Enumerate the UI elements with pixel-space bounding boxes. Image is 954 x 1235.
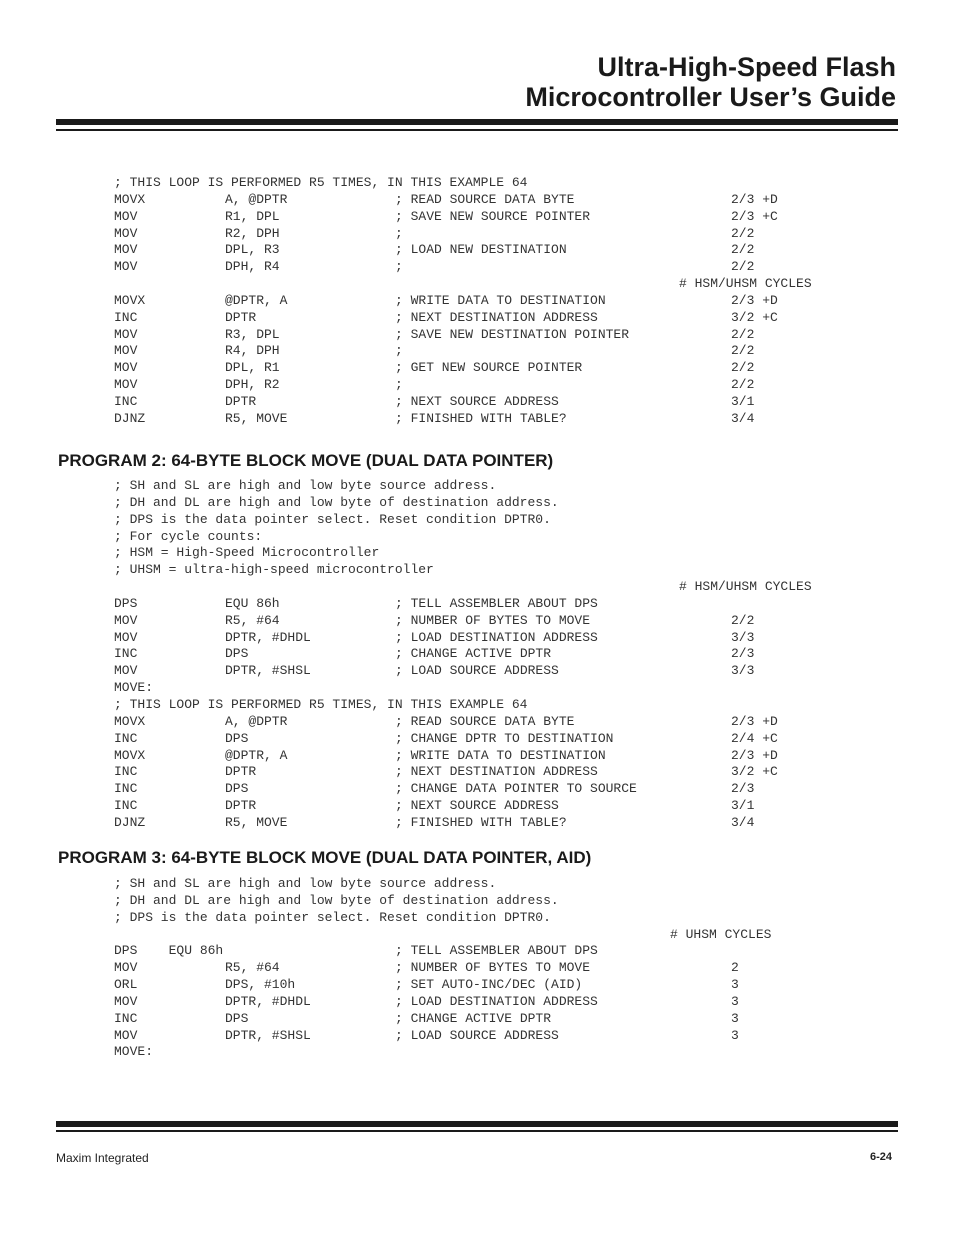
code-cycles: 3/4 bbox=[731, 814, 755, 830]
code-opcode: MOV bbox=[114, 960, 138, 976]
code-comment: ; CHANGE DATA POINTER TO SOURCE bbox=[395, 781, 637, 797]
code-comment: ; LOAD NEW DESTINATION bbox=[395, 242, 567, 258]
code-opcode: DPS bbox=[114, 595, 138, 611]
code-opcode: ; SH and SL are high and low byte source address. bbox=[114, 478, 497, 493]
code-opcode: INC bbox=[114, 1010, 138, 1026]
code-opcode: MOVX bbox=[114, 713, 146, 729]
code-cycles: 2/2 bbox=[731, 242, 755, 258]
code-opcode: INC bbox=[114, 646, 138, 662]
code-operand: A, @DPTR bbox=[225, 713, 288, 729]
code-opcode: MOV bbox=[114, 208, 138, 224]
code-opcode: MOVX bbox=[114, 292, 146, 308]
code-opcode: ; SH and SL are high and low byte source address. bbox=[114, 876, 497, 891]
code-operand: R5, #64 bbox=[225, 612, 280, 628]
code-opcode: ; THIS LOOP IS PERFORMED R5 TIMES, IN THIS EXAMPLE 64 bbox=[114, 696, 528, 712]
page-title-line1: Ultra-High-Speed Flash bbox=[597, 52, 896, 82]
header-rule-thin bbox=[56, 129, 898, 131]
code-comment: ; TELL ASSEMBLER ABOUT DPS bbox=[395, 595, 598, 611]
code-cycles: 2/2 bbox=[731, 326, 755, 342]
code-opcode: DPS EQU 86h bbox=[114, 943, 224, 959]
code-operand: DPTR, #DHDL bbox=[225, 993, 311, 1009]
code-operand: DPTR bbox=[225, 309, 257, 325]
code-operand: DPH, R2 bbox=[225, 377, 280, 393]
code-comment: ; NEXT DESTINATION ADDRESS bbox=[395, 764, 598, 780]
code-opcode: INC bbox=[114, 781, 138, 797]
code-opcode: MOV bbox=[114, 993, 138, 1009]
code-comment: ; CHANGE ACTIVE DPTR bbox=[395, 646, 552, 662]
code-comment: ; LOAD SOURCE ADDRESS bbox=[395, 663, 559, 679]
footer-company: Maxim Integrated bbox=[56, 1151, 149, 1165]
code-cycles: 3 bbox=[731, 993, 739, 1009]
code-cycles: 2/2 bbox=[731, 343, 755, 359]
code-opcode: MOV bbox=[114, 259, 138, 275]
code-comment: ; SAVE NEW DESTINATION POINTER bbox=[395, 326, 630, 342]
code-opcode: ; HSM = High-Speed Microcontroller bbox=[114, 545, 380, 561]
code-operand: R5, MOVE bbox=[225, 814, 288, 830]
code-comment: ; LOAD DESTINATION ADDRESS bbox=[395, 629, 598, 645]
code-comment: ; SET AUTO-INC/DEC (AID) bbox=[395, 977, 583, 993]
code-opcode: MOV bbox=[114, 663, 138, 679]
code-opcode: ; DH and DL are high and low byte of destination address. bbox=[114, 494, 559, 510]
code-comment: ; bbox=[395, 259, 403, 275]
program-3-heading: PROGRAM 3: 64-BYTE BLOCK MOVE (DUAL DATA POINTER, AID) bbox=[58, 848, 592, 867]
code-cycles: 2/3 bbox=[731, 781, 755, 797]
code-cycles: 3 bbox=[731, 1027, 739, 1043]
code-comment: ; bbox=[395, 225, 403, 241]
code-opcode: INC bbox=[114, 309, 138, 325]
code-comment: ; NUMBER OF BYTES TO MOVE bbox=[395, 960, 591, 976]
code-opcode: MOVX bbox=[114, 747, 146, 763]
code-cycles: 3/1 bbox=[731, 798, 755, 814]
code-opcode: MOV bbox=[114, 1027, 138, 1043]
code-opcode: MOV bbox=[114, 225, 138, 241]
code-cycles: 2/3 +C bbox=[731, 208, 778, 224]
code-cycles: 2/3 +D bbox=[731, 191, 778, 207]
code-operand: R4, DPH bbox=[225, 343, 280, 359]
code-operand: @DPTR, A bbox=[225, 747, 288, 763]
code-opcode: INC bbox=[114, 393, 138, 409]
header-rule-thick bbox=[56, 119, 898, 125]
code-comment: ; SAVE NEW SOURCE POINTER bbox=[395, 208, 591, 224]
code-cycles: 2/3 bbox=[731, 646, 755, 662]
code-comment: ; GET NEW SOURCE POINTER bbox=[395, 360, 583, 376]
code-cycles: 2/2 bbox=[731, 377, 755, 393]
code-cycles: 2/2 bbox=[731, 360, 755, 376]
code-operand: DPTR, #SHSL bbox=[225, 1027, 311, 1043]
code-comment: ; LOAD DESTINATION ADDRESS bbox=[395, 993, 598, 1009]
code-comment: ; READ SOURCE DATA BYTE bbox=[395, 713, 575, 729]
code-opcode: MOVE: bbox=[114, 1044, 154, 1060]
code-operand: DPL, R1 bbox=[225, 360, 280, 376]
code-cycles: 3/2 +C bbox=[731, 309, 778, 325]
code-opcode: MOV bbox=[114, 343, 138, 359]
code-comment: ; CHANGE DPTR TO DESTINATION bbox=[395, 730, 614, 746]
code-comment: ; FINISHED WITH TABLE? bbox=[395, 410, 567, 426]
code-comment: ; WRITE DATA TO DESTINATION bbox=[395, 747, 606, 763]
code-comment: ; CHANGE ACTIVE DPTR bbox=[395, 1010, 552, 1026]
code-cycles: 3 bbox=[731, 1010, 739, 1026]
code-operand: DPS bbox=[225, 646, 249, 662]
code-operand: DPS, #10h bbox=[225, 977, 296, 993]
code-operand: A, @DPTR bbox=[225, 191, 288, 207]
code-operand: @DPTR, A bbox=[225, 292, 288, 308]
code-opcode: MOV bbox=[114, 377, 138, 393]
page-title-line2: Microcontroller User’s Guide bbox=[525, 82, 896, 112]
code-comment: ; WRITE DATA TO DESTINATION bbox=[395, 292, 606, 308]
code-comment: ; FINISHED WITH TABLE? bbox=[395, 814, 567, 830]
code-operand: EQU 86h bbox=[225, 595, 280, 611]
code-cycles: 3/4 bbox=[731, 410, 755, 426]
code-comment: ; TELL ASSEMBLER ABOUT DPS bbox=[395, 943, 598, 959]
code-opcode: DJNZ bbox=[114, 814, 146, 830]
code-opcode: MOV bbox=[114, 629, 138, 645]
code-opcode: ; THIS LOOP IS PERFORMED R5 TIMES, IN THIS EXAMPLE 64 bbox=[114, 175, 528, 190]
code-opcode: ; UHSM = ultra-high-speed microcontroller bbox=[114, 562, 434, 578]
code-operand: DPTR bbox=[225, 764, 257, 780]
code-cycles: 2/2 bbox=[731, 612, 755, 628]
code-comment: ; NEXT SOURCE ADDRESS bbox=[395, 798, 559, 814]
code-opcode: MOV bbox=[114, 242, 138, 258]
code-operand: DPTR, #SHSL bbox=[225, 663, 311, 679]
code-cycles: 2/2 bbox=[731, 259, 755, 275]
code-cycles: 2/4 +C bbox=[731, 730, 778, 746]
code-operand: DPS bbox=[225, 781, 249, 797]
code-opcode: MOVX bbox=[114, 191, 146, 207]
code-cycles: 3/3 bbox=[731, 663, 755, 679]
code-opcode: MOVE: bbox=[114, 680, 154, 696]
code-cycles: 2/2 bbox=[731, 225, 755, 241]
code-operand: DPS bbox=[225, 730, 249, 746]
code-cycles: 2/3 +D bbox=[731, 713, 778, 729]
code-opcode: MOV bbox=[114, 326, 138, 342]
code-opcode: ; DH and DL are high and low byte of destination address. bbox=[114, 892, 559, 908]
code-operand: DPTR, #DHDL bbox=[225, 629, 311, 645]
code-operand: R2, DPH bbox=[225, 225, 280, 241]
code-operand: DPTR bbox=[225, 798, 257, 814]
code-comment: ; NEXT DESTINATION ADDRESS bbox=[395, 309, 598, 325]
code-opcode: ; For cycle counts: bbox=[114, 528, 263, 544]
footer-rule-thick bbox=[56, 1121, 898, 1127]
code-operand: R5, MOVE bbox=[225, 410, 288, 426]
code-cycles: 2/3 +D bbox=[731, 292, 778, 308]
cycles-header: # UHSM CYCLES bbox=[670, 926, 772, 942]
code-operand: DPH, R4 bbox=[225, 259, 280, 275]
code-operand: DPS bbox=[225, 1010, 249, 1026]
footer-page-number: 6-24 bbox=[869, 1151, 892, 1163]
code-comment: ; NEXT SOURCE ADDRESS bbox=[395, 393, 559, 409]
code-comment: ; bbox=[395, 377, 403, 393]
code-opcode: ORL bbox=[114, 977, 138, 993]
code-opcode: DJNZ bbox=[114, 410, 146, 426]
code-cycles: 2 bbox=[731, 960, 739, 976]
code-operand: R3, DPL bbox=[225, 326, 280, 342]
code-opcode: ; DPS is the data pointer select. Reset condition DPTR0. bbox=[114, 511, 551, 527]
code-opcode: ; DPS is the data pointer select. Reset condition DPTR0. bbox=[114, 909, 551, 925]
code-comment: ; NUMBER OF BYTES TO MOVE bbox=[395, 612, 591, 628]
code-comment: ; READ SOURCE DATA BYTE bbox=[395, 191, 575, 207]
program-2-heading: PROGRAM 2: 64-BYTE BLOCK MOVE (DUAL DATA POINTER) bbox=[58, 451, 554, 470]
code-opcode: MOV bbox=[114, 612, 138, 628]
code-operand: DPL, R3 bbox=[225, 242, 280, 258]
code-cycles: 3 bbox=[731, 977, 739, 993]
code-cycles: 3/2 +C bbox=[731, 764, 778, 780]
footer-rule-thin bbox=[56, 1130, 898, 1132]
code-opcode: INC bbox=[114, 764, 138, 780]
code-operand: R5, #64 bbox=[225, 960, 280, 976]
cycles-header: # HSM/UHSM CYCLES bbox=[679, 579, 812, 595]
page-title bbox=[525, 52, 896, 112]
code-operand: R1, DPL bbox=[225, 208, 280, 224]
code-cycles: 3/1 bbox=[731, 393, 755, 409]
code-opcode: INC bbox=[114, 798, 138, 814]
code-cycles: 3/3 bbox=[731, 629, 755, 645]
code-cycles: 2/3 +D bbox=[731, 747, 778, 763]
code-opcode: MOV bbox=[114, 360, 138, 376]
code-opcode: INC bbox=[114, 730, 138, 746]
code-comment: ; LOAD SOURCE ADDRESS bbox=[395, 1027, 559, 1043]
cycles-header: # HSM/UHSM CYCLES bbox=[679, 276, 812, 292]
code-operand: DPTR bbox=[225, 393, 257, 409]
code-comment: ; bbox=[395, 343, 403, 359]
